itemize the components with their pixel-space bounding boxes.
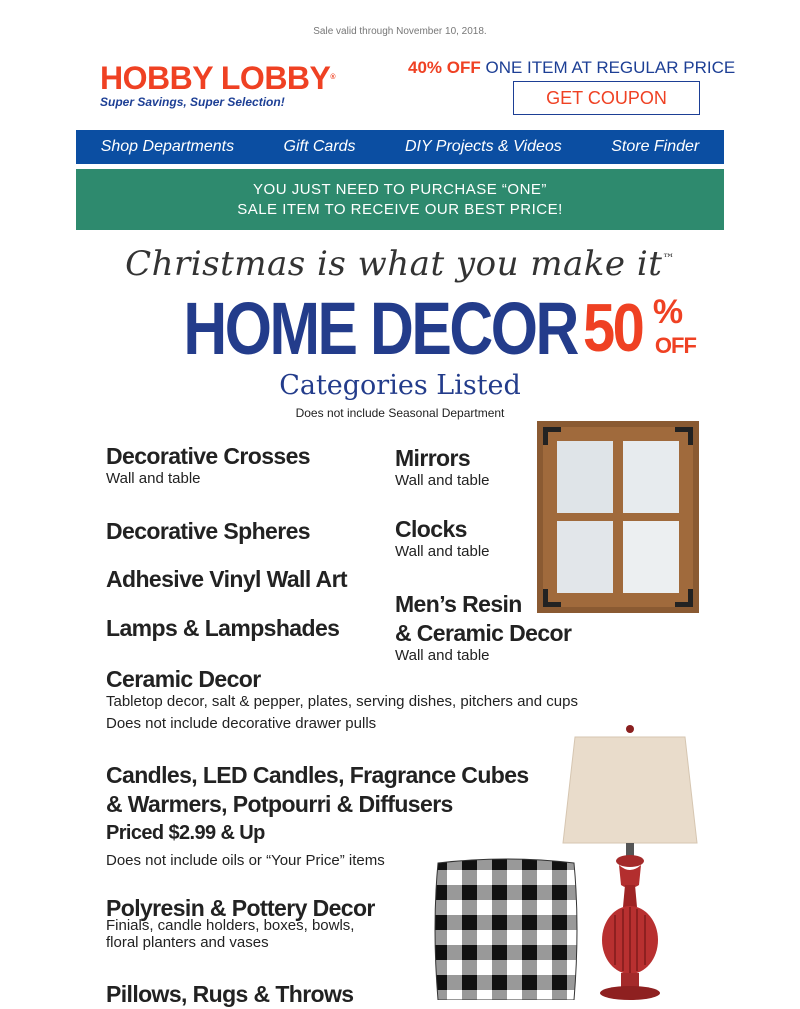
nav-diy-projects[interactable]: DIY Projects & Videos [404,138,562,155]
category-decorative-spheres[interactable]: Decorative Spheres [106,518,310,544]
headline-home-decor: HOME DECOR [183,287,577,370]
sale-valid-text: Sale valid through November 10, 2018. [313,26,487,37]
mirror-pane [623,521,679,593]
window-mirror-image[interactable] [537,421,699,613]
category-mens-resin[interactable]: Men’s Resin & Ceramic Decor Wall and table [395,591,572,664]
mirror-pane [557,441,613,513]
categories-note: Does not include Seasonal Department [295,406,505,420]
lampshade [563,737,697,843]
discount-badge: 50 % OFF [582,289,696,366]
category-ceramic-decor[interactable]: Ceramic Decor Tabletop decor, salt & pepper, plates, serving dishes, pitchers and cups Does not include decorative drawer pulls [106,666,578,732]
mirror-pane [557,521,613,593]
mirror-pane [623,441,679,513]
category-polyresin[interactable]: Polyresin & Pottery Decor Finials, candle holders, boxes, bowls, floral planters and vases [106,895,375,951]
nav-gift-cards[interactable]: Gift Cards [283,138,356,155]
banner-line-1: YOU JUST NEED TO PURCHASE “ONE” [253,180,547,198]
buffalo-check-pillow-image[interactable] [432,855,580,1000]
category-adhesive-vinyl[interactable]: Adhesive Vinyl Wall Art [106,566,347,592]
main-nav [76,130,724,164]
category-pillows[interactable]: Pillows, Rugs & Throws [106,981,354,1007]
coupon-offer [408,58,735,78]
get-coupon-button[interactable]: GET COUPON [513,81,700,115]
category-lamps[interactable]: Lamps & Lampshades [106,615,340,641]
category-clocks[interactable]: Clocks Wall and table [395,516,490,560]
christmas-tagline: Christmas is what you make it™ [125,244,675,284]
logo-wordmark: HOBBY LOBBY [100,60,331,96]
nav-store-finder[interactable]: Store Finder [611,138,700,155]
pillow-body [435,859,577,1000]
categories-title: Categories Listed [279,370,521,401]
purchase-one-banner[interactable] [76,169,724,230]
banner-line-2: SALE ITEM TO RECEIVE OUR BEST PRICE! [237,200,563,218]
category-mirrors[interactable]: Mirrors Wall and table [395,445,490,489]
coupon-offer-text: ONE ITEM AT REGULAR PRICE [485,58,736,77]
hobby-lobby-logo[interactable]: HOBBY LOBBY® Super Savings, Super Selection! [100,60,336,109]
category-candles[interactable]: Candles, LED Candles, Fragrance Cubes & Warmers, Potpourri & Diffusers Priced $2.99 & Up Does not include oils or “Your Price” items [106,762,529,869]
coupon-percent: 40% OFF [408,58,481,77]
category-decorative-crosses[interactable]: Decorative Crosses Wall and table [106,443,310,487]
home-decor-headline [0,286,800,371]
logo-tagline: Super Savings, Super Selection! [100,95,285,109]
nav-shop-departments[interactable]: Shop Departments [100,138,235,155]
